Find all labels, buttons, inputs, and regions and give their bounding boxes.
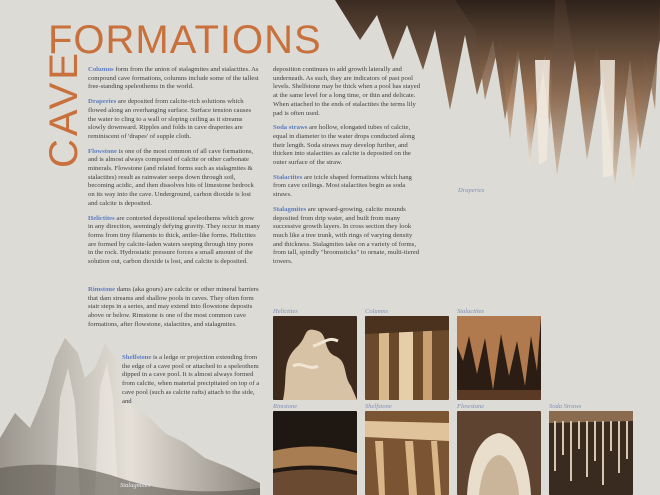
column-1 bbox=[88, 66, 260, 273]
caption-columns: Columns bbox=[365, 308, 389, 315]
shelfstone-block bbox=[122, 354, 260, 412]
rimstone-paragraph bbox=[88, 286, 260, 330]
flowstone-photo bbox=[457, 411, 541, 495]
flowstone-text: is one of the most common of all cave formations, and is almost always composed of calcite or other carbonate minerals. Flowstone (and related forms such as stalagmites & stalactites) result as rainwater seeps down through soil, becoming acidic, and then dissolves bits of limestone bedrock on its way into the cave. Underground, carbon dioxide is lost and calcite is deposited. bbox=[88, 147, 254, 207]
term-stalagmites: Stalagmites bbox=[273, 205, 307, 213]
helictites-paragraph bbox=[88, 215, 260, 267]
stalactites-text: are icicle shaped formations which hang from cave ceilings. Most stalactites begin as soda straws. bbox=[273, 173, 412, 199]
term-shelfstone: Shelfstone bbox=[122, 354, 152, 361]
stalagmites-text: are upward-growing, calcite mounds deposited from drip water, and built from many successive growth layers. In cross section they look much like a tree trunk, with rings of varying density and thickness. Stalagmites take on a variety of forms, from tall, spindly "broomsticks" to ornate, multi-tiered towers. bbox=[273, 205, 420, 266]
helictites-photo bbox=[273, 316, 357, 400]
term-flowstone: Flowstone bbox=[88, 147, 117, 155]
shelfstone-paragraph bbox=[122, 354, 260, 406]
rimstone-text: dams (aka gours) are calcite or other mineral barriers that dam streams and shallow pools in caves. They often form stair steps in a series, and may extend into flowstone deposits above or below. Rimstone is one of the most common cave formations, after flowstone, stalactites, and stalagmites. bbox=[88, 286, 259, 328]
term-rimstone: Rimstone bbox=[88, 286, 116, 293]
term-helictites: Helictites bbox=[88, 214, 115, 222]
columns-photo bbox=[365, 316, 449, 400]
caption-shelfstone: Shelfstone bbox=[365, 403, 392, 410]
caption-flowstone: Flowstone bbox=[457, 403, 485, 410]
stalagmites-paragraph bbox=[273, 206, 423, 267]
page-title: FORMATIONS bbox=[48, 18, 322, 62]
term-columns: Columns bbox=[88, 66, 114, 73]
stalactites-paragraph bbox=[273, 174, 423, 200]
rimstone-photo bbox=[273, 411, 357, 495]
caption-soda-straws: Soda Straws bbox=[549, 403, 582, 410]
caption-stalagmites: Stalagmites bbox=[120, 482, 151, 489]
draperies-text: are deposited from calcite-rich solutions which flowed along an overhanging surface. Surface tension causes the water to cling to a wall or sloping ceiling as it streams slowly downward. Ripples and folds in cave draperies are reminiscent of 'drapes' of supple cloth. bbox=[88, 98, 252, 140]
column-2 bbox=[273, 66, 423, 273]
caption-rimstone: Rimstone bbox=[273, 403, 298, 410]
helictites-text: are contorted depositional speleothems which grow in any direction, seemingly defying gravity. They occur in many forms from tiny filaments to thick, antler-like forms. Helictites are formed by calcite-laden waters seeping through tiny pores in the rock. Hydrostatic pressure forces a small amount of the solution out, carbon dioxide is lost, and calcite is deposited. bbox=[88, 214, 260, 266]
draperies-paragraph bbox=[88, 98, 260, 142]
soda-straws-text: are hollow, elongated tubes of calcite, equal in diameter to the water drops conducted along their length. Soda straws may develop further, and thicken into stalactites as calcite is deposited on the outer surface of the straw. bbox=[273, 124, 415, 167]
page-title-vertical: CAVE bbox=[42, 50, 86, 168]
shelfstone-text: is a ledge or projection extending from the edge of a cave pool or attached to a speleothem dipped in a cave pool. It is almost always formed from calcite, when material precipitated on top of a cave pool (such as calcite rafts) attach to the side, and bbox=[122, 354, 260, 405]
term-soda-straws: Soda straws bbox=[273, 124, 308, 132]
caption-helictites: Helictites bbox=[273, 308, 298, 315]
columns-paragraph bbox=[88, 66, 260, 92]
flowstone-paragraph bbox=[88, 148, 260, 209]
caption-draperies: Draperies bbox=[458, 187, 485, 194]
stalactites-photo bbox=[457, 316, 541, 400]
shelfstone-photo bbox=[365, 411, 449, 495]
shelfstone-continued: deposition continues to add growth laterally and underneath. As such, they are indicators of past pool levels. Shelfstone may be thick when a pool has stayed at the same level for a long time, or thin and delicate. When attached to the ends of stalactites the terms lily pad is often used. bbox=[273, 66, 421, 117]
soda-straws-photo bbox=[549, 411, 633, 495]
term-draperies: Draperies bbox=[88, 98, 117, 106]
rimstone-block bbox=[88, 286, 260, 336]
columns-text: form from the union of stalagmites and stalactites. As compound cave formations, columns include some of the tallest free-standing speleothems in the world. bbox=[88, 66, 259, 91]
soda-straws-paragraph bbox=[273, 124, 423, 168]
term-stalactites: Stalactites bbox=[273, 173, 303, 181]
caption-stalactites: Stalactites bbox=[457, 308, 485, 315]
